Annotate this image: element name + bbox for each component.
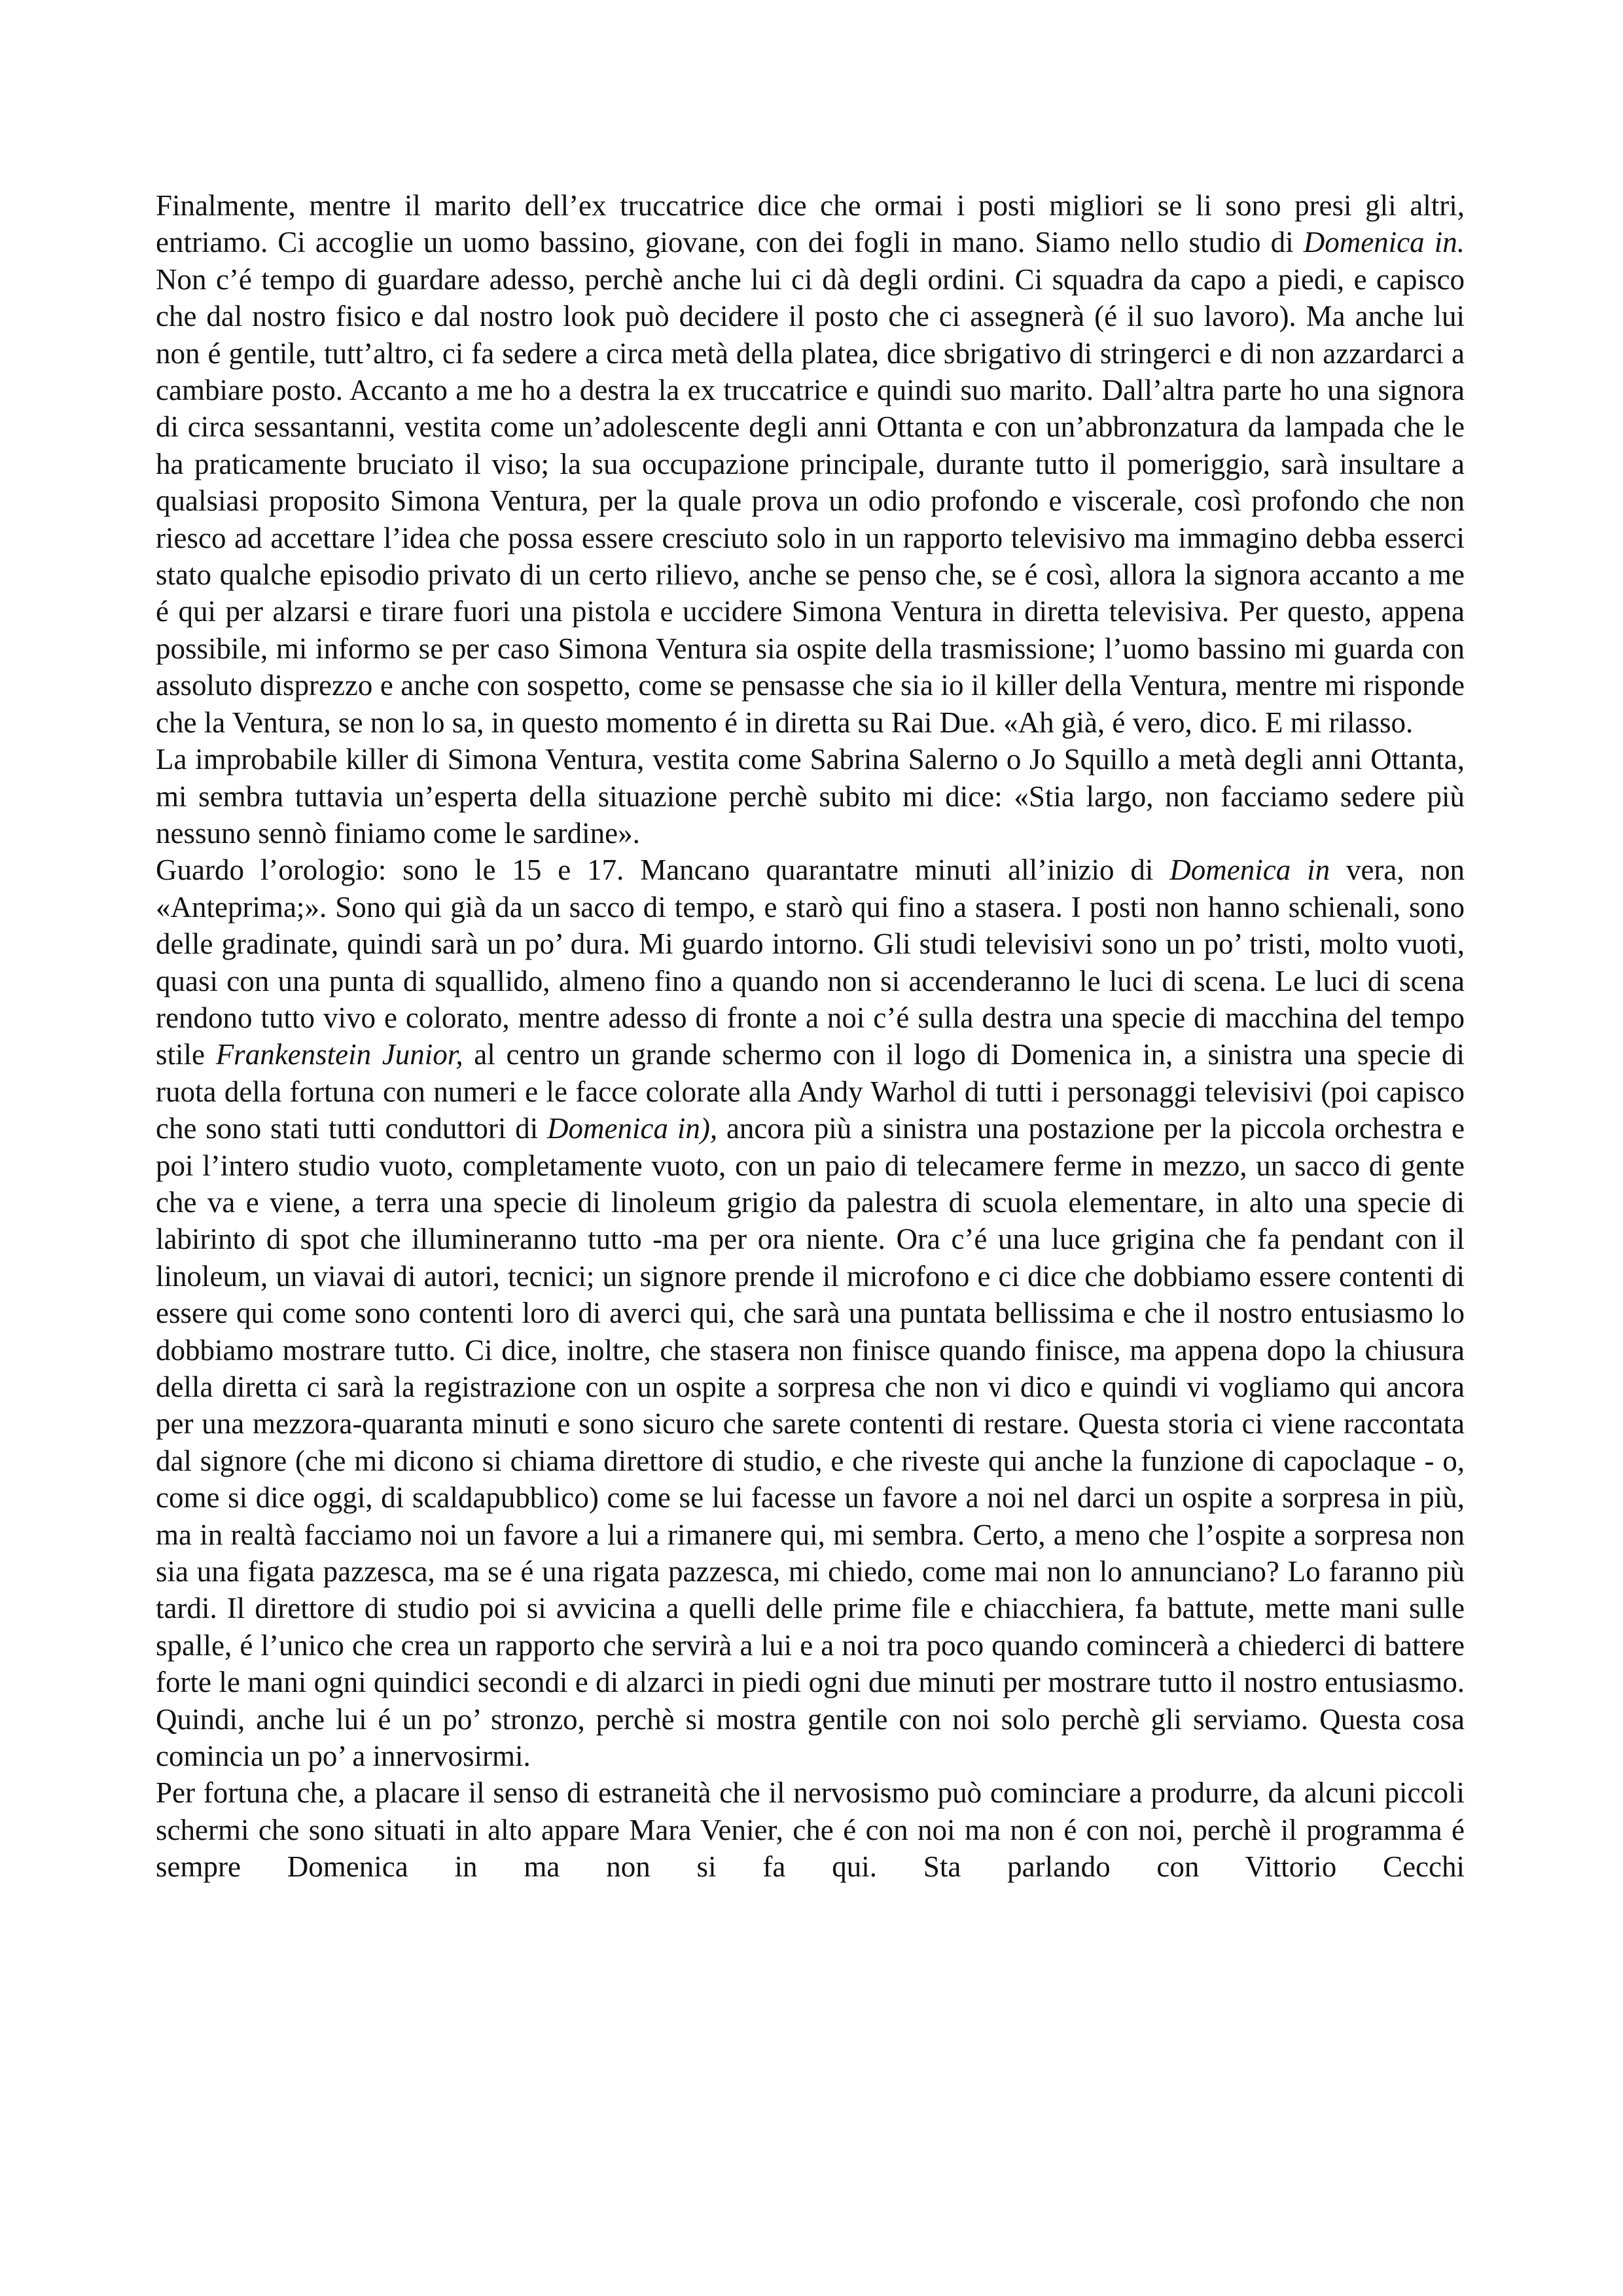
film-title-italic: Frankenstein Junior, (215, 1038, 463, 1071)
text-run: Guardo l’orologio: sono le 15 e 17. Mancano quarantatre minuti all’inizio di (156, 853, 1170, 887)
show-title-italic: Domenica in (1169, 853, 1330, 887)
paragraph-mara-venier (156, 1774, 1465, 1885)
show-title-italic: Domenica in. (1303, 226, 1465, 259)
text-run: La improbabile killer di Simona Ventura, vestita come Sabrina Salerno o Jo Squillo a metà degli anni Ottanta, mi sembra tuttavia un’esperta della situazione perchè subito mi dice: «Stia largo, non facciamo sedere più nessuno sennò finiamo come le sardine». (156, 743, 1465, 850)
text-run: vera, non «Anteprima;». Sono qui già da un sacco di tempo, e starò qui fino a stasera. I posti non hanno schienali, sono delle gradinate, quindi sarà un po’ dura. Mi guardo intorno. Gli studi televisivi sono un po’ tristi, molto vuoti, quasi con una punta di squallido, almeno fino a quando non si accenderanno le luci di scena. Le luci di scena rendono tutto vivo e colorato, mentre adesso di fronte a noi c’é sulla destra una specie di macchina del tempo stile (156, 853, 1465, 1071)
show-title-italic: Domenica in), (547, 1112, 718, 1145)
text-run: ancora più a sinistra una postazione per la piccola orchestra e poi l’intero studio vuoto, completamente vuoto, con un paio di telecamere ferme in mezzo, un sacco di gente che va e viene, a terra una specie di linoleum grigio da palestra di scuola elementare, in alto una specie di labirinto di spot che illumineranno tutto -ma per ora niente. Ora c’é una luce grigina che fa pendant con il linoleum, un viavai di autori, tecnici; un signore prende il microfono e ci dice che dobbiamo essere contenti di essere qui come sono contenti loro di averci qui, che sarà una puntata bellissima e che il nostro entusiasmo lo dobbiamo mostrare tutto. Ci dice, inoltre, che stasera non finisce quando finisce, ma appena dopo la chiusura della diretta ci sarà la registrazione con un ospite a sorpresa che non vi dico e quindi vi vogliamo qui ancora per una mezzora-quaranta minuti e sono sicuro che sarete contenti di restare. Questa storia ci viene raccontata dal signore (che mi dicono si chiama direttore di studio, e che riveste qui anche la funzione di capoclaque - o, come si dice oggi, di scaldapubblico) come se lui facesse un favore a noi nel darci un ospite a sorpresa in più, ma in realtà facciamo noi un favore a lui a rimanere qui, mi sembra. Certo, a meno che l’ospite a sorpresa non sia una figata pazzesca, ma se é una rigata pazzesca, mi chiedo, come mai non lo annunciano? Lo faranno più tardi. Il direttore di studio poi si avvicina a quelli delle prime file e chiacchiera, fa battute, mette mani sulle spalle, é l’unico che crea un rapporto che servirà a lui e a noi tra poco quando comincerà a chiederci di battere forte le mani ogni quindici secondi e di alzarci in piedi ogni due minuti per mostrare tutto il nostro entusiasmo. Quindi, anche lui é un po’ stronzo, perchè si mostra gentile con noi solo perchè gli serviamo. Questa cosa comincia un po’ a innervosirmi. (156, 1112, 1465, 1773)
paragraph-studio-entrance (156, 187, 1465, 741)
paragraph-studio-description (156, 852, 1465, 1774)
text-run: al centro un grande schermo con il logo di Domenica in, a sinistra una specie di ruota della fortuna con numeri e le facce colorate alla Andy Warhol di tutti i personaggi televisivi (poi capisco che sono stati tutti conduttori di (156, 1038, 1465, 1145)
text-run: Per fortuna che, a placare il senso di estraneità che il nervosismo può cominciare a produrre, da alcuni piccoli schermi che sono situati in alto appare Mara Venier, che é con noi ma non é con noi, perchè il programma é sempre Domenica in ma non si fa qui. Sta parlando con Vittorio Cecchi (156, 1776, 1465, 1884)
text-run: Non c’é tempo di guardare adesso, perchè anche lui ci dà degli ordini. Ci squadra da capo a piedi, e capisco che dal nostro fisico e dal nostro look può decidere il posto che ci assegnerà (é il suo lavoro). Ma anche lui non é gentile, tutt’altro, ci fa sedere a circa metà della platea, dice sbrigativo di stringerci e di non azzardarci a cambiare posto. Accanto a me ho a destra la ex truccatrice e quindi suo marito. Dall’altra parte ho una signora di circa sessantanni, vestita come un’adolescente degli anni Ottanta e con un’abbronzatura da lampada che le ha praticamente bruciato il viso; la sua occupazione principale, durante tutto il pomeriggio, sarà insultare a qualsiasi proposito Simona Ventura, per la quale prova un odio profondo e viscerale, così profondo che non riesco ad accettare l’idea che possa essere cresciuto solo in un rapporto televisivo ma immagino debba esserci stato qualche episodio privato di un certo rilievo, anche se penso che, se é così, allora la signora accanto a me é qui per alzarsi e tirare fuori una pistola e uccidere Simona Ventura in diretta televisiva. Per questo, appena possibile, mi informo se per caso Simona Ventura sia ospite della trasmissione; l’uomo bassino mi guarda con assoluto disprezzo e anche con sospetto, come se pensasse che sia io il killer della Ventura, mentre mi risponde che la Ventura, se non lo sa, in questo momento é in diretta su Rai Due. «Ah già, é vero, dico. E mi rilasso. (156, 262, 1465, 739)
body-text (156, 187, 1465, 1886)
text-run: Finalmente, mentre il marito dell’ex truccatrice dice che ormai i posti migliori se li sono presi gli altri, entriamo. Ci accoglie un uomo bassino, giovane, con dei fogli in mano. Siamo nello studio di (156, 189, 1465, 259)
paragraph-killer-neighbor (156, 741, 1465, 852)
